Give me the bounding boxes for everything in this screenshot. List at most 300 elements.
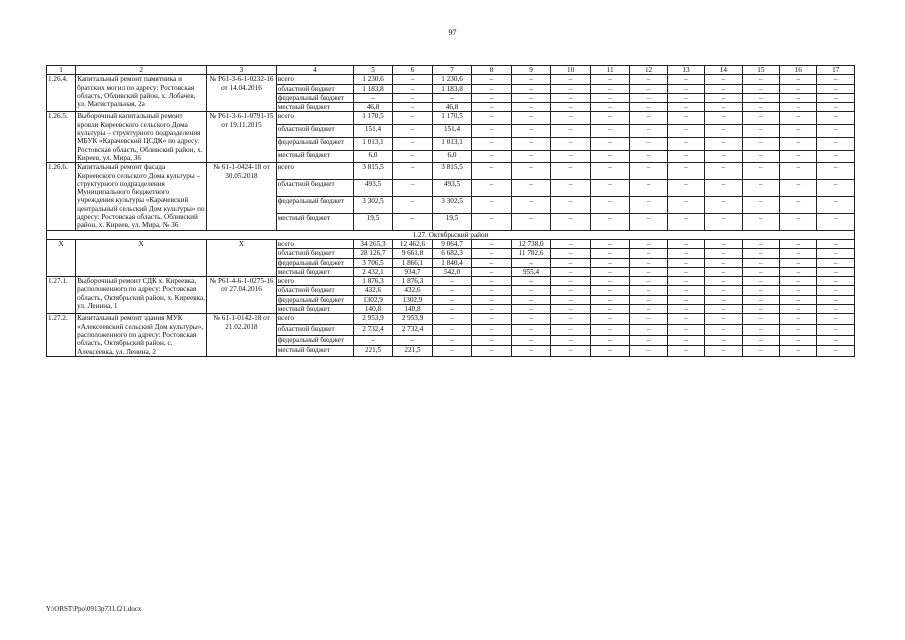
value-cell: – — [630, 112, 667, 125]
value-cell: – — [817, 213, 855, 230]
value-cell: – — [705, 239, 742, 248]
value-cell: – — [742, 84, 779, 93]
column-number-cell: 14 — [705, 66, 742, 75]
value-cell: – — [817, 103, 855, 112]
document-cell: № 61-1-0142-18 от 21.02.2018 — [207, 314, 277, 356]
value-cell: – — [705, 267, 742, 276]
column-number-cell: 8 — [472, 66, 512, 75]
budget-label-cell: всего — [276, 239, 353, 248]
value-cell: – — [551, 346, 591, 357]
column-number-cell: 7 — [432, 66, 472, 75]
value-cell: – — [551, 249, 591, 258]
value-cell: – — [705, 163, 742, 180]
value-cell: – — [393, 75, 433, 84]
value-cell: 2 953,9 — [353, 314, 393, 325]
value-cell: – — [551, 335, 591, 346]
value-cell: – — [667, 213, 704, 230]
value-cell: – — [705, 75, 742, 84]
value-cell: – — [590, 112, 630, 125]
value-cell: – — [551, 213, 591, 230]
value-cell: 9 661,8 — [393, 249, 433, 258]
value-cell: – — [742, 249, 779, 258]
value-cell: – — [780, 346, 817, 357]
value-cell: 46,8 — [353, 103, 393, 112]
value-cell: – — [472, 180, 512, 197]
value-cell: – — [630, 258, 667, 267]
budget-label-cell: всего — [276, 314, 353, 325]
value-cell: 151,4 — [432, 125, 472, 138]
value-cell: – — [780, 180, 817, 197]
value-cell: – — [590, 213, 630, 230]
value-cell: – — [590, 239, 630, 248]
value-cell: 1 876,3 — [393, 277, 433, 286]
value-cell: – — [590, 324, 630, 335]
value-cell: – — [817, 305, 855, 314]
value-cell: 28 126,7 — [353, 249, 393, 258]
value-cell: – — [667, 93, 704, 102]
value-cell: 11 782,6 — [511, 249, 551, 258]
value-cell: – — [472, 75, 512, 84]
value-cell: – — [705, 346, 742, 357]
column-number-cell: 1 — [47, 66, 76, 75]
budget-label-cell: областной бюджет — [276, 324, 353, 335]
value-cell: – — [630, 314, 667, 325]
budget-label-cell: областной бюджет — [276, 286, 353, 295]
value-cell: – — [780, 75, 817, 84]
item-number-cell: 1.27.2. — [47, 314, 76, 356]
value-cell: – — [432, 335, 472, 346]
value-cell: – — [630, 125, 667, 138]
value-cell: – — [393, 335, 433, 346]
value-cell: – — [817, 267, 855, 276]
budget-label-cell: всего — [276, 163, 353, 180]
value-cell: – — [432, 346, 472, 357]
value-cell: – — [472, 125, 512, 138]
value-cell: – — [630, 180, 667, 197]
value-cell: 6 682,3 — [432, 249, 472, 258]
value-cell: – — [780, 305, 817, 314]
value-cell: – — [742, 295, 779, 304]
value-cell: – — [742, 75, 779, 84]
value-cell: – — [393, 163, 433, 180]
value-cell: – — [630, 196, 667, 213]
value-cell: – — [817, 125, 855, 138]
budget-label-cell: федеральный бюджет — [276, 93, 353, 102]
value-cell: – — [780, 196, 817, 213]
value-cell: 432,6 — [393, 286, 433, 295]
value-cell: – — [705, 84, 742, 93]
value-cell: – — [551, 103, 591, 112]
value-cell: – — [590, 150, 630, 163]
value-cell: – — [817, 335, 855, 346]
section-row — [47, 230, 855, 239]
value-cell: – — [590, 103, 630, 112]
column-number-row — [47, 66, 855, 75]
value-cell: – — [590, 180, 630, 197]
budget-label-cell: областной бюджет — [276, 180, 353, 197]
value-cell: – — [705, 103, 742, 112]
value-cell: – — [667, 249, 704, 258]
value-cell: – — [511, 150, 551, 163]
value-cell: – — [742, 305, 779, 314]
value-cell: – — [393, 112, 433, 125]
value-cell: 1 230,6 — [353, 75, 393, 84]
value-cell: – — [630, 346, 667, 357]
value-cell: 6,0 — [353, 150, 393, 163]
value-cell: 3 302,5 — [353, 196, 393, 213]
value-cell: – — [705, 137, 742, 150]
document-cell: X — [207, 239, 277, 276]
document-cell: № Р61-3-6-1-0232-16 от 14.04.2016 — [207, 75, 277, 112]
value-cell: – — [667, 103, 704, 112]
value-cell: – — [667, 286, 704, 295]
value-cell: – — [393, 103, 433, 112]
object-name-cell: Капитальный ремонт здания МУК «Алексеевский сельский Дом культуры», расположенного по адресу: Ростовская область, Октябрьский район, с. Алексеевка, ул. Ленина, 2 — [76, 314, 207, 356]
value-cell: – — [432, 305, 472, 314]
value-cell: – — [511, 213, 551, 230]
value-cell: – — [817, 180, 855, 197]
value-cell: 6,0 — [432, 150, 472, 163]
value-cell: – — [511, 196, 551, 213]
value-cell: – — [667, 324, 704, 335]
column-number-cell: 11 — [590, 66, 630, 75]
value-cell: – — [630, 93, 667, 102]
value-cell: – — [630, 84, 667, 93]
budget-label-cell: местный бюджет — [276, 305, 353, 314]
value-cell: – — [630, 277, 667, 286]
budget-label-cell: федеральный бюджет — [276, 335, 353, 346]
item-number-cell: 1.26.4. — [47, 75, 76, 112]
value-cell: – — [511, 324, 551, 335]
value-cell: – — [742, 239, 779, 248]
value-cell: – — [705, 335, 742, 346]
item-number-cell: 1.27.1. — [47, 277, 76, 314]
value-cell: – — [551, 84, 591, 93]
value-cell: – — [551, 75, 591, 84]
value-cell: – — [472, 93, 512, 102]
value-cell: – — [432, 277, 472, 286]
column-number-cell: 13 — [667, 66, 704, 75]
table-row — [47, 112, 855, 125]
value-cell: 3 815,5 — [353, 163, 393, 180]
value-cell: – — [511, 112, 551, 125]
value-cell: – — [780, 112, 817, 125]
value-cell: – — [667, 258, 704, 267]
document-cell: № 61-1-0424-18 от 30.05.2018 — [207, 163, 277, 230]
item-number-cell: X — [47, 239, 76, 276]
value-cell: 34 265,3 — [353, 239, 393, 248]
value-cell: – — [630, 163, 667, 180]
value-cell: – — [780, 295, 817, 304]
document-cell: № Р61-4-6-1-0275-16 от 27.04.2016 — [207, 277, 277, 314]
value-cell: – — [630, 324, 667, 335]
value-cell: – — [393, 84, 433, 93]
value-cell: – — [353, 335, 393, 346]
value-cell: – — [590, 335, 630, 346]
value-cell: 1 183,8 — [353, 84, 393, 93]
value-cell: 2 432,1 — [353, 267, 393, 276]
table-row — [47, 75, 855, 84]
budget-label-cell: федеральный бюджет — [276, 137, 353, 150]
value-cell: – — [551, 277, 591, 286]
column-number-cell: 17 — [817, 66, 855, 75]
value-cell: 221,5 — [393, 346, 433, 357]
value-cell: – — [742, 213, 779, 230]
value-cell: – — [472, 267, 512, 276]
value-cell: – — [472, 213, 512, 230]
value-cell: – — [705, 295, 742, 304]
value-cell: 1 183,8 — [432, 84, 472, 93]
value-cell: – — [780, 137, 817, 150]
value-cell: – — [742, 180, 779, 197]
file-path-footer: Y:\ORST\Ppo\0913p731.f21.docx — [46, 605, 142, 613]
document-cell: № Р61-3-6-1-0791-15 от 19.11.2015 — [207, 112, 277, 163]
value-cell: 140,8 — [353, 305, 393, 314]
value-cell: – — [551, 267, 591, 276]
value-cell: – — [742, 112, 779, 125]
value-cell: – — [780, 93, 817, 102]
value-cell: – — [817, 324, 855, 335]
value-cell: – — [511, 84, 551, 93]
budget-label-cell: местный бюджет — [276, 150, 353, 163]
value-cell: 2 732,4 — [393, 324, 433, 335]
value-cell: – — [817, 314, 855, 325]
value-cell: – — [705, 125, 742, 138]
value-cell: – — [817, 295, 855, 304]
value-cell: – — [393, 150, 433, 163]
value-cell: – — [817, 277, 855, 286]
value-cell: – — [472, 112, 512, 125]
value-cell: – — [817, 163, 855, 180]
column-number-cell: 3 — [207, 66, 277, 75]
value-cell: 9 064,7 — [432, 239, 472, 248]
table-row — [47, 314, 855, 325]
budget-table — [46, 65, 855, 357]
value-cell: – — [817, 93, 855, 102]
value-cell: – — [780, 239, 817, 248]
value-cell: – — [551, 137, 591, 150]
value-cell: – — [590, 196, 630, 213]
value-cell: – — [780, 314, 817, 325]
value-cell: – — [472, 295, 512, 304]
item-number-cell: 1.26.5. — [47, 112, 76, 163]
value-cell: – — [472, 150, 512, 163]
value-cell: – — [705, 324, 742, 335]
value-cell: – — [780, 213, 817, 230]
value-cell: – — [742, 125, 779, 138]
value-cell: – — [511, 286, 551, 295]
value-cell: – — [817, 286, 855, 295]
value-cell: – — [780, 286, 817, 295]
value-cell: – — [667, 196, 704, 213]
value-cell: – — [590, 163, 630, 180]
value-cell: 1 013,1 — [432, 137, 472, 150]
value-cell: – — [472, 239, 512, 248]
value-cell: – — [667, 277, 704, 286]
value-cell: – — [630, 213, 667, 230]
value-cell: – — [780, 258, 817, 267]
value-cell: – — [817, 258, 855, 267]
value-cell: – — [742, 137, 779, 150]
value-cell: – — [817, 137, 855, 150]
value-cell: – — [742, 103, 779, 112]
value-cell: – — [590, 277, 630, 286]
value-cell: – — [551, 196, 591, 213]
value-cell: – — [472, 335, 512, 346]
value-cell: – — [630, 267, 667, 276]
value-cell: – — [667, 346, 704, 357]
value-cell: – — [742, 324, 779, 335]
column-number-cell: 4 — [276, 66, 353, 75]
value-cell: – — [780, 324, 817, 335]
value-cell: 1302,9 — [393, 295, 433, 304]
value-cell: – — [472, 258, 512, 267]
value-cell: – — [551, 112, 591, 125]
column-number-cell: 5 — [353, 66, 393, 75]
value-cell: 1302,9 — [353, 295, 393, 304]
section-title: 1.27. Октябрьский район — [47, 230, 855, 239]
value-cell: – — [432, 324, 472, 335]
value-cell: – — [551, 163, 591, 180]
budget-label-cell: всего — [276, 112, 353, 125]
value-cell: 1 866,1 — [393, 258, 433, 267]
value-cell: – — [667, 305, 704, 314]
value-cell: – — [472, 286, 512, 295]
value-cell: – — [432, 295, 472, 304]
budget-label-cell: федеральный бюджет — [276, 258, 353, 267]
value-cell: – — [511, 125, 551, 138]
value-cell: – — [472, 163, 512, 180]
value-cell: – — [590, 267, 630, 276]
value-cell: – — [630, 103, 667, 112]
page-number: 97 — [448, 28, 457, 37]
value-cell: – — [590, 125, 630, 138]
value-cell: – — [705, 150, 742, 163]
value-cell: 493,5 — [353, 180, 393, 197]
value-cell: – — [630, 305, 667, 314]
value-cell: – — [590, 295, 630, 304]
value-cell: – — [780, 267, 817, 276]
value-cell: – — [780, 335, 817, 346]
column-number-cell: 9 — [511, 66, 551, 75]
value-cell: 1 230,6 — [432, 75, 472, 84]
value-cell: – — [511, 75, 551, 84]
value-cell: – — [590, 137, 630, 150]
value-cell: – — [511, 295, 551, 304]
table-row — [47, 163, 855, 180]
value-cell: – — [705, 180, 742, 197]
value-cell: – — [742, 150, 779, 163]
value-cell: – — [551, 324, 591, 335]
value-cell: – — [630, 239, 667, 248]
value-cell: – — [817, 75, 855, 84]
value-cell: – — [630, 335, 667, 346]
value-cell: – — [472, 249, 512, 258]
value-cell: 934,7 — [393, 267, 433, 276]
value-cell: – — [705, 196, 742, 213]
value-cell: – — [630, 286, 667, 295]
value-cell: 1 876,3 — [353, 277, 393, 286]
value-cell: – — [432, 314, 472, 325]
value-cell: – — [511, 93, 551, 102]
value-cell: – — [472, 314, 512, 325]
value-cell: – — [590, 305, 630, 314]
value-cell: 221,5 — [353, 346, 393, 357]
value-cell: – — [705, 286, 742, 295]
value-cell: 2 953,9 — [393, 314, 433, 325]
value-cell: – — [630, 295, 667, 304]
value-cell: – — [551, 258, 591, 267]
value-cell: – — [551, 305, 591, 314]
value-cell: – — [817, 150, 855, 163]
object-name-cell: Капитальный ремонт фасада Киреевского сельского Дома культуры – структурного подразделения Муниципального бюджетного учреждения культуры «Карачевский центральный сельский Дом культуры» по адресу: Ростовская область, Обливский район, х. Киреев, ул. Мира, № 36 — [77, 163, 205, 230]
value-cell: – — [667, 163, 704, 180]
value-cell: 3 815,5 — [432, 163, 472, 180]
value-cell: 151,4 — [353, 125, 393, 138]
value-cell: – — [511, 103, 551, 112]
value-cell: – — [742, 267, 779, 276]
value-cell: – — [667, 84, 704, 93]
value-cell: – — [705, 112, 742, 125]
value-cell: – — [472, 346, 512, 357]
value-cell: – — [472, 103, 512, 112]
column-number-cell: 2 — [76, 66, 207, 75]
budget-label-cell: федеральный бюджет — [276, 196, 353, 213]
value-cell: 1 170,5 — [432, 112, 472, 125]
value-cell: – — [353, 93, 393, 102]
value-cell: – — [667, 335, 704, 346]
budget-label-cell: областной бюджет — [276, 84, 353, 93]
value-cell: – — [472, 196, 512, 213]
value-cell: – — [393, 196, 433, 213]
value-cell: – — [780, 163, 817, 180]
value-cell: 2 732,4 — [353, 324, 393, 335]
value-cell: – — [551, 239, 591, 248]
value-cell: – — [817, 346, 855, 357]
column-number-cell: 12 — [630, 66, 667, 75]
value-cell: – — [742, 196, 779, 213]
value-cell: – — [780, 150, 817, 163]
value-cell: – — [432, 93, 472, 102]
value-cell: – — [705, 249, 742, 258]
value-cell: – — [590, 84, 630, 93]
value-cell: – — [511, 335, 551, 346]
value-cell: 12 462,6 — [393, 239, 433, 248]
value-cell: – — [817, 84, 855, 93]
value-cell: – — [590, 75, 630, 84]
budget-label-cell: всего — [276, 75, 353, 84]
value-cell: – — [630, 137, 667, 150]
value-cell: – — [511, 277, 551, 286]
value-cell: – — [472, 305, 512, 314]
value-cell: 1 170,5 — [353, 112, 393, 125]
budget-label-cell: федеральный бюджет — [276, 295, 353, 304]
value-cell: – — [551, 125, 591, 138]
value-cell: 46,8 — [432, 103, 472, 112]
value-cell: – — [742, 93, 779, 102]
value-cell: – — [511, 258, 551, 267]
value-cell: – — [742, 277, 779, 286]
value-cell: – — [705, 93, 742, 102]
value-cell: – — [551, 295, 591, 304]
value-cell: – — [511, 314, 551, 325]
value-cell: – — [667, 180, 704, 197]
value-cell: – — [742, 314, 779, 325]
value-cell: – — [511, 180, 551, 197]
value-cell: – — [393, 93, 433, 102]
value-cell: – — [780, 84, 817, 93]
value-cell: – — [742, 335, 779, 346]
